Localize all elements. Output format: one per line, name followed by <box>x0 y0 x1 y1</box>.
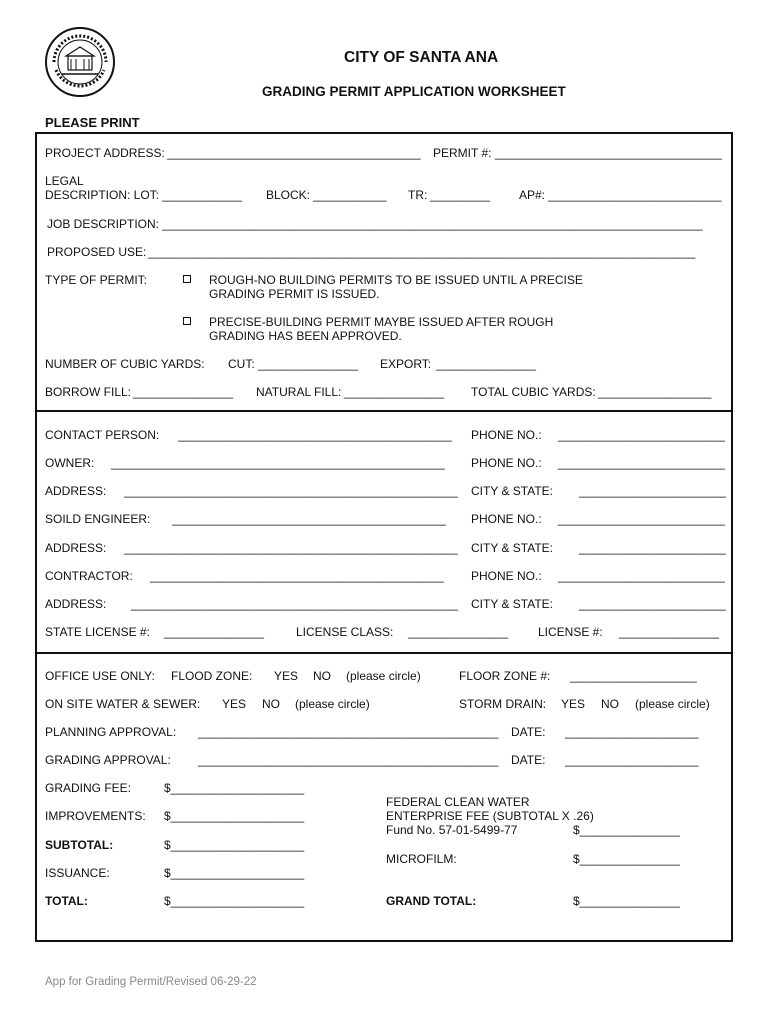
subtotal-label: SUBTOTAL: <box>45 838 114 852</box>
owner-phone-label: PHONE NO.: <box>471 456 542 470</box>
contractor-city-label: CITY & STATE: <box>471 597 554 611</box>
issuance-label: ISSUANCE: <box>45 866 110 880</box>
borrow-fill-label: BORROW FILL: <box>45 385 132 399</box>
grading-approval-field[interactable]: _____________________________________________ <box>198 753 499 767</box>
soil-engineer-field[interactable]: _________________________________________ <box>172 512 446 526</box>
contractor-label: CONTRACTOR: <box>45 569 133 583</box>
please-print: PLEASE PRINT <box>45 115 140 130</box>
owner-city-field[interactable]: ______________________ <box>579 484 726 498</box>
microfilm-label: MICROFILM: <box>386 852 457 866</box>
owner-address-field[interactable]: __________________________________________________ <box>124 484 458 498</box>
flood-no[interactable]: NO <box>313 669 331 683</box>
tr-label: TR: <box>408 188 428 202</box>
export-label: EXPORT: <box>380 357 432 371</box>
natural-fill-field[interactable]: _______________ <box>344 385 445 399</box>
grand-total-field[interactable]: $_______________ <box>573 894 680 908</box>
rough-option-line1: ROUGH-NO BUILDING PERMITS TO BE ISSUED UNTIL A PRECISE <box>209 273 583 287</box>
federal-fee-line2: ENTERPRISE FEE (SUBTOTAL X .26) <box>386 809 594 823</box>
contractor-phone-field[interactable]: _________________________ <box>558 569 725 583</box>
owner-phone-field[interactable]: _________________________ <box>558 456 725 470</box>
license-number-field[interactable]: _______________ <box>619 625 720 639</box>
grand-total-label: GRAND TOTAL: <box>386 894 477 908</box>
fund-number: Fund No. 57-01-5499-77 <box>386 823 518 837</box>
storm-drain-label: STORM DRAIN: <box>459 697 547 711</box>
project-address-label: PROJECT ADDRESS: <box>45 146 165 160</box>
natural-fill-label: NATURAL FILL: <box>256 385 342 399</box>
city-title: CITY OF SANTA ANA <box>344 49 499 66</box>
improvements-label: IMPROVEMENTS: <box>45 809 146 823</box>
grading-fee-field[interactable]: $____________________ <box>164 781 305 795</box>
cubic-yards-label: NUMBER OF CUBIC YARDS: <box>45 357 205 371</box>
storm-no[interactable]: NO <box>601 697 619 711</box>
form-title: GRADING PERMIT APPLICATION WORKSHEET <box>262 84 566 99</box>
license-number-label: LICENSE #: <box>538 625 603 639</box>
city-seal <box>44 26 116 98</box>
engineer-phone-field[interactable]: _________________________ <box>558 512 725 526</box>
proposed-use-field[interactable]: __________________________________________________________________________________ <box>148 245 696 259</box>
contact-phone-label: PHONE NO.: <box>471 428 542 442</box>
total-label: TOTAL: <box>45 894 88 908</box>
contact-phone-field[interactable]: _________________________ <box>558 428 725 442</box>
state-license-field[interactable]: _______________ <box>164 625 265 639</box>
storm-circle-note: (please circle) <box>635 697 710 711</box>
permit-number-label: PERMIT #: <box>433 146 492 160</box>
contractor-city-field[interactable]: ______________________ <box>579 597 726 611</box>
total-cubic-label: TOTAL CUBIC YARDS: <box>471 385 596 399</box>
grading-date-label: DATE: <box>511 753 546 767</box>
owner-address-label: ADDRESS: <box>45 484 107 498</box>
planning-date-label: DATE: <box>511 725 546 739</box>
project-address-field[interactable]: ______________________________________ <box>167 146 421 160</box>
state-license-label: STATE LICENSE #: <box>45 625 150 639</box>
owner-city-label: CITY & STATE: <box>471 484 554 498</box>
water-no[interactable]: NO <box>262 697 280 711</box>
export-field[interactable]: _______________ <box>436 357 537 371</box>
cut-label: CUT: <box>228 357 255 371</box>
contractor-field[interactable]: ____________________________________________ <box>150 569 444 583</box>
description-lot-label: DESCRIPTION: LOT: <box>45 188 160 202</box>
total-field[interactable]: $____________________ <box>164 894 305 908</box>
job-description-field[interactable]: _________________________________________________________________________________ <box>162 217 703 231</box>
grading-date-field[interactable]: ____________________ <box>565 753 699 767</box>
borrow-fill-field[interactable]: _______________ <box>133 385 234 399</box>
permit-number-field[interactable]: __________________________________ <box>495 146 722 160</box>
engineer-phone-label: PHONE NO.: <box>471 512 542 526</box>
floor-zone-label: FLOOR ZONE #: <box>459 669 551 683</box>
block-label: BLOCK: <box>266 188 311 202</box>
job-description-label: JOB DESCRIPTION: <box>47 217 160 231</box>
planning-approval-field[interactable]: _____________________________________________ <box>198 725 499 739</box>
engineer-address-label: ADDRESS: <box>45 541 107 555</box>
grading-fee-label: GRADING FEE: <box>45 781 132 795</box>
planning-approval-label: PLANNING APPROVAL: <box>45 725 177 739</box>
proposed-use-label: PROPOSED USE: <box>47 245 147 259</box>
contact-person-label: CONTACT PERSON: <box>45 428 160 442</box>
precise-option-line2: GRADING HAS BEEN APPROVED. <box>209 329 402 343</box>
water-sewer-label: ON SITE WATER & SEWER: <box>45 697 201 711</box>
lot-field[interactable]: ____________ <box>162 188 243 202</box>
microfilm-field[interactable]: $_______________ <box>573 852 680 866</box>
soil-engineer-label: SOILD ENGINEER: <box>45 512 151 526</box>
revision-note: App for Grading Permit/Revised 06-29-22 <box>45 976 257 988</box>
contractor-phone-label: PHONE NO.: <box>471 569 542 583</box>
flood-circle-note: (please circle) <box>346 669 421 683</box>
federal-fee-field[interactable]: $_______________ <box>573 823 680 837</box>
owner-field[interactable]: __________________________________________________ <box>111 456 445 470</box>
improvements-field[interactable]: $____________________ <box>164 809 305 823</box>
tr-field[interactable]: _________ <box>430 188 491 202</box>
engineer-address-field[interactable]: __________________________________________________ <box>124 541 458 555</box>
grading-approval-label: GRADING APPROVAL: <box>45 753 171 767</box>
office-use-label: OFFICE USE ONLY: <box>45 669 155 683</box>
rough-checkbox[interactable] <box>183 275 191 283</box>
planning-date-field[interactable]: ____________________ <box>565 725 699 739</box>
license-class-field[interactable]: _______________ <box>408 625 509 639</box>
federal-fee-line1: FEDERAL CLEAN WATER <box>386 795 530 809</box>
type-of-permit-label: TYPE OF PERMIT: <box>45 273 148 287</box>
precise-option-line1: PRECISE-BUILDING PERMIT MAYBE ISSUED AFTER ROUGH <box>209 315 554 329</box>
precise-checkbox[interactable] <box>183 317 191 325</box>
engineer-city-label: CITY & STATE: <box>471 541 554 555</box>
storm-yes[interactable]: YES <box>561 697 586 711</box>
water-circle-note: (please circle) <box>295 697 370 711</box>
total-cubic-field[interactable]: _________________ <box>598 385 712 399</box>
ap-field[interactable]: __________________________ <box>548 188 722 202</box>
flood-yes[interactable]: YES <box>274 669 299 683</box>
contact-person-field[interactable]: _________________________________________ <box>178 428 452 442</box>
engineer-city-field[interactable]: ______________________ <box>579 541 726 555</box>
subtotal-field[interactable]: $____________________ <box>164 838 305 852</box>
issuance-field[interactable]: $____________________ <box>164 866 305 880</box>
floor-zone-field[interactable]: ___________________ <box>570 669 697 683</box>
block-field[interactable]: ___________ <box>313 188 387 202</box>
water-yes[interactable]: YES <box>222 697 247 711</box>
legal-label: LEGAL <box>45 174 84 188</box>
contractor-address-label: ADDRESS: <box>45 597 107 611</box>
rough-option-line2: GRADING PERMIT IS ISSUED. <box>209 287 380 301</box>
flood-zone-label: FLOOD ZONE: <box>171 669 253 683</box>
owner-label: OWNER: <box>45 456 95 470</box>
contacts-section <box>35 410 733 654</box>
cut-field[interactable]: _______________ <box>258 357 359 371</box>
ap-label: AP#: <box>519 188 546 202</box>
contractor-address-field[interactable]: _________________________________________________ <box>131 597 459 611</box>
license-class-label: LICENSE CLASS: <box>296 625 394 639</box>
